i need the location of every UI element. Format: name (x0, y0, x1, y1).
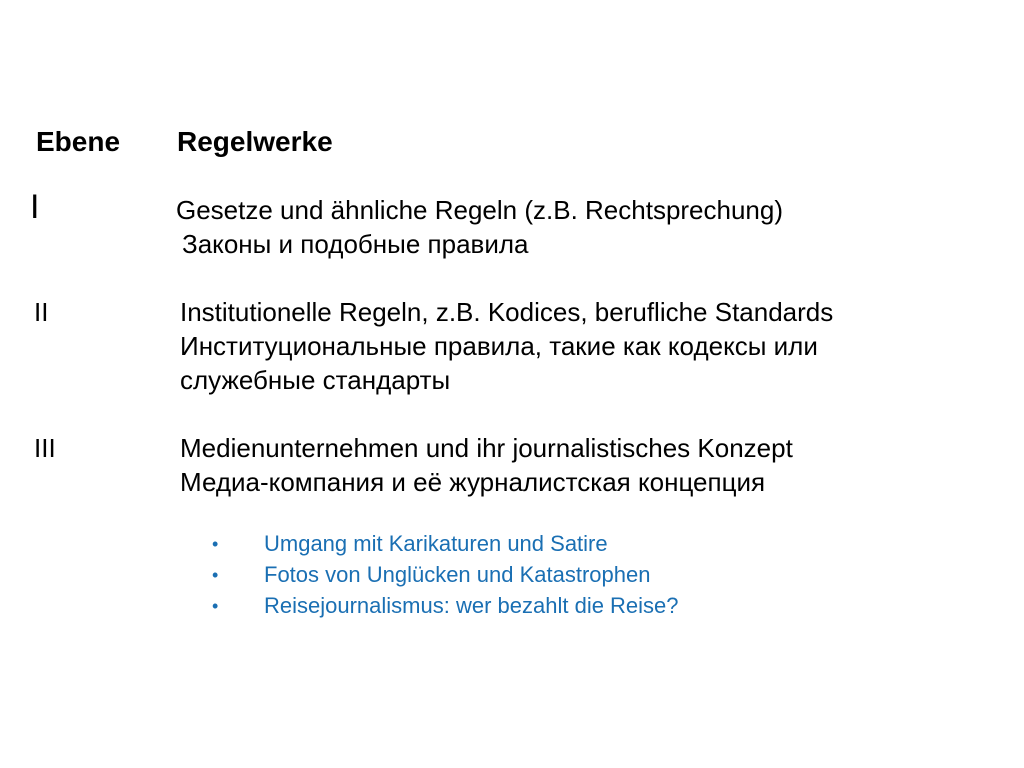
bullet-text: Umgang mit Karikaturen und Satire (264, 531, 608, 556)
level-ii-line-1: Institutionelle Regeln, z.B. Kodices, berufliche Standards (180, 297, 834, 327)
header-level-label: Ebene (36, 126, 121, 157)
level-i-line-2: Законы и подобные правила (182, 229, 529, 259)
level-numeral-iii: III (34, 433, 56, 463)
header-rules-label: Regelwerke (177, 126, 333, 157)
level-ii-line-2: Институциональные правила, такие как кодексы или (180, 331, 818, 361)
level-numeral-ii: II (34, 297, 49, 327)
level-i-line-1: Gesetze und ähnliche Regeln (z.B. Rechtsprechung) (176, 195, 784, 225)
level-iii-line-2: Медиа-компания и её журналистская концепция (180, 467, 766, 497)
bullet-text: Reisejournalismus: wer bezahlt die Reise? (264, 593, 679, 618)
bullet-text: Fotos von Unglücken und Katastrophen (264, 562, 651, 587)
bullet-icon: • (212, 534, 219, 554)
bullet-icon: • (212, 565, 219, 585)
level-ii-line-3: служебные стандарты (180, 365, 451, 395)
level-iii-line-1: Medienunternehmen und ihr journalistisches Konzept (180, 433, 793, 463)
level-numeral-i: I (30, 188, 40, 226)
bullet-icon: • (212, 596, 219, 616)
